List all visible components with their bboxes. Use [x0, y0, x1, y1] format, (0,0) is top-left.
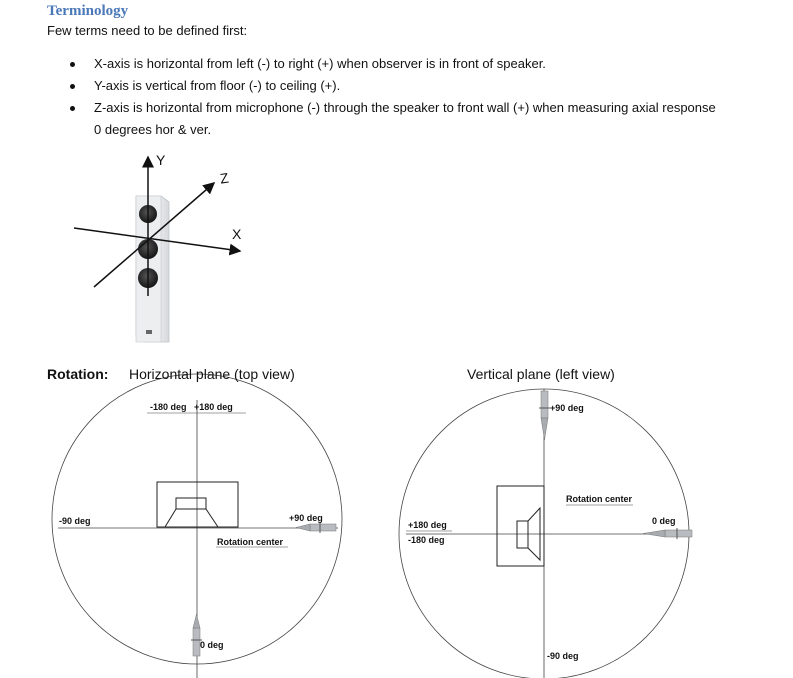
microphone-icon	[643, 528, 692, 539]
label-plus-90: +90 deg	[289, 513, 323, 523]
speaker-image	[136, 196, 169, 342]
label-rotation-center: Rotation center	[566, 494, 633, 504]
label-plus-180: +180 deg	[194, 402, 233, 412]
vertical-plane-diagram	[399, 389, 692, 678]
y-axis-label: Y	[156, 152, 166, 168]
bullet-text-y-axis: Y-axis is vertical from floor (-) to ceiling (+).	[94, 78, 341, 93]
intro-text: Few terms need to be defined first:	[47, 23, 248, 38]
z-axis-label: Z	[218, 169, 230, 187]
vertical-plane-title: Vertical plane (left view)	[467, 366, 615, 382]
label-zero-deg: 0 deg	[652, 516, 676, 526]
section-heading: Terminology	[47, 3, 129, 19]
microphone-icon	[296, 522, 336, 533]
horizontal-plane-title: Horizontal plane (top view)	[129, 366, 295, 382]
label-plus-90: +90 deg	[550, 403, 584, 413]
x-axis-label: X	[232, 226, 242, 242]
label-plus-180: +180 deg	[408, 520, 447, 530]
microphone-icon	[539, 391, 550, 440]
rotation-label: Rotation:	[47, 366, 109, 382]
bullet-text-z-axis: Z-axis is horizontal from microphone (-) through the speaker to front wall (+) when measuring axial response	[94, 100, 716, 115]
bullet-continuation: 0 degrees hor & ver.	[94, 122, 212, 137]
bullet-text-x-axis: X-axis is horizontal from left (-) to right (+) when observer is in front of speaker.	[94, 56, 546, 71]
label-minus-90: -90 deg	[59, 516, 91, 526]
label-minus-180: -180 deg	[150, 402, 187, 412]
horizontal-plane-diagram	[52, 374, 342, 678]
label-minus-90: -90 deg	[547, 651, 579, 661]
label-zero-deg: 0 deg	[200, 640, 224, 650]
label-rotation-center: Rotation center	[217, 537, 284, 547]
label-minus-180: -180 deg	[408, 535, 445, 545]
